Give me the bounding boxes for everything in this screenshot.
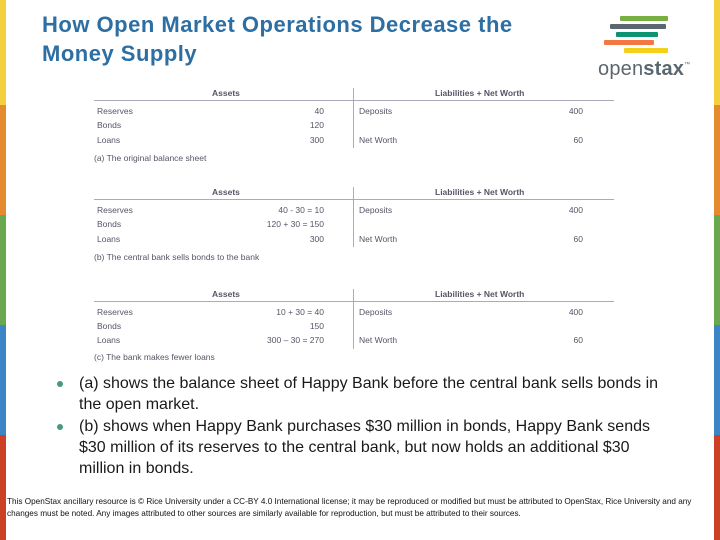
asset-value: 10 + 30 = 40 (276, 307, 324, 317)
bullet-dot-icon (57, 381, 63, 387)
left-edge-stripe (0, 0, 6, 540)
asset-label: Reserves (97, 307, 133, 317)
logo-bar-yellow (624, 48, 668, 53)
slide-title: How Open Market Operations Decrease the Money Supply (42, 12, 513, 66)
liability-label: Deposits (359, 205, 393, 215)
liabilities-header: Liabilities + Net Worth (435, 187, 525, 197)
bullet-list (54, 373, 674, 480)
asset-label: Bonds (97, 219, 122, 229)
asset-value: 300 (309, 135, 324, 145)
bullet-dot-icon (57, 424, 63, 430)
bullet-text: (a) shows the balance sheet of Happy Bank before the central bank sells bonds in the open market. (79, 375, 659, 413)
stripe-red (714, 435, 720, 540)
sheet-caption: (a) The original balance sheet (94, 153, 207, 163)
asset-value: 120 + 30 = 150 (266, 219, 324, 229)
logo-bar-teal (616, 32, 658, 37)
sheet-caption: (c) The bank makes fewer loans (94, 352, 215, 362)
liability-label: Net Worth (359, 335, 398, 345)
asset-label: Loans (97, 135, 121, 145)
stripe-orange (714, 105, 720, 215)
license-footer: This OpenStax ancillary resource is © Rice University under a CC-BY 4.0 International license; it may be reproduced or modified but must be attributed to OpenStax, Rice University and any changes must be noted. Any images attributed to other sources are similarly available for reproduction, but must be attributed to their sources. (7, 497, 692, 519)
liability-label: Net Worth (359, 234, 398, 244)
liability-label: Deposits (359, 106, 393, 116)
logo-bar-orange (604, 40, 654, 45)
asset-value: 40 - 30 = 10 (278, 205, 324, 215)
liability-value: 60 (573, 135, 583, 145)
asset-label: Reserves (97, 106, 133, 116)
logo-wordmark (598, 58, 690, 81)
stripe-green (714, 215, 720, 325)
assets-header: Assets (212, 187, 240, 197)
liabilities-header: Liabilities + Net Worth (435, 88, 525, 98)
asset-label: Reserves (97, 205, 133, 215)
stripe-blue (0, 325, 6, 435)
logo-bar-green (620, 16, 668, 21)
asset-label: Loans (97, 335, 121, 345)
balance-sheet-a (94, 88, 614, 168)
bullet-item (54, 373, 674, 415)
asset-value: 40 (314, 106, 324, 116)
balance-sheet-c (94, 289, 614, 369)
assets-header: Assets (212, 289, 240, 299)
asset-value: 300 – 30 = 270 (267, 335, 324, 345)
header-rule (94, 100, 614, 101)
header-rule (94, 199, 614, 200)
logo-word-stax: stax (643, 58, 685, 80)
liability-value: 400 (568, 307, 583, 317)
liability-value: 60 (573, 234, 583, 244)
asset-label: Bonds (97, 120, 122, 130)
stripe-orange (0, 105, 6, 215)
liability-value: 400 (568, 205, 583, 215)
right-edge-stripe (714, 0, 720, 540)
logo-bar-gray (610, 24, 666, 29)
liability-value: 60 (573, 335, 583, 345)
header-rule (94, 301, 614, 302)
column-divider (353, 289, 354, 349)
stripe-yellow (0, 0, 6, 105)
asset-value: 120 (309, 120, 324, 130)
liability-label: Deposits (359, 307, 393, 317)
column-divider (353, 187, 354, 247)
openstax-logo (596, 16, 706, 86)
stripe-green (0, 215, 6, 325)
logo-trademark: ™ (684, 62, 691, 68)
asset-label: Loans (97, 234, 121, 244)
logo-word-open: open (598, 58, 644, 80)
bullet-text: (b) shows when Happy Bank purchases $30 million in bonds, Happy Bank sends $30 million of its reserves to the central bank, but now holds an additional $30 million in bonds. (79, 418, 650, 477)
asset-value: 150 (309, 321, 324, 331)
asset-label: Bonds (97, 321, 122, 331)
sheet-caption: (b) The central bank sells bonds to the bank (94, 252, 260, 262)
column-divider (353, 88, 354, 148)
liability-value: 400 (568, 106, 583, 116)
assets-header: Assets (212, 88, 240, 98)
stripe-red (0, 435, 6, 540)
liabilities-header: Liabilities + Net Worth (435, 289, 525, 299)
asset-value: 300 (309, 234, 324, 244)
stripe-blue (714, 325, 720, 435)
liability-label: Net Worth (359, 135, 398, 145)
stripe-yellow (714, 0, 720, 105)
bullet-item (54, 416, 674, 479)
balance-sheet-b (94, 187, 614, 267)
